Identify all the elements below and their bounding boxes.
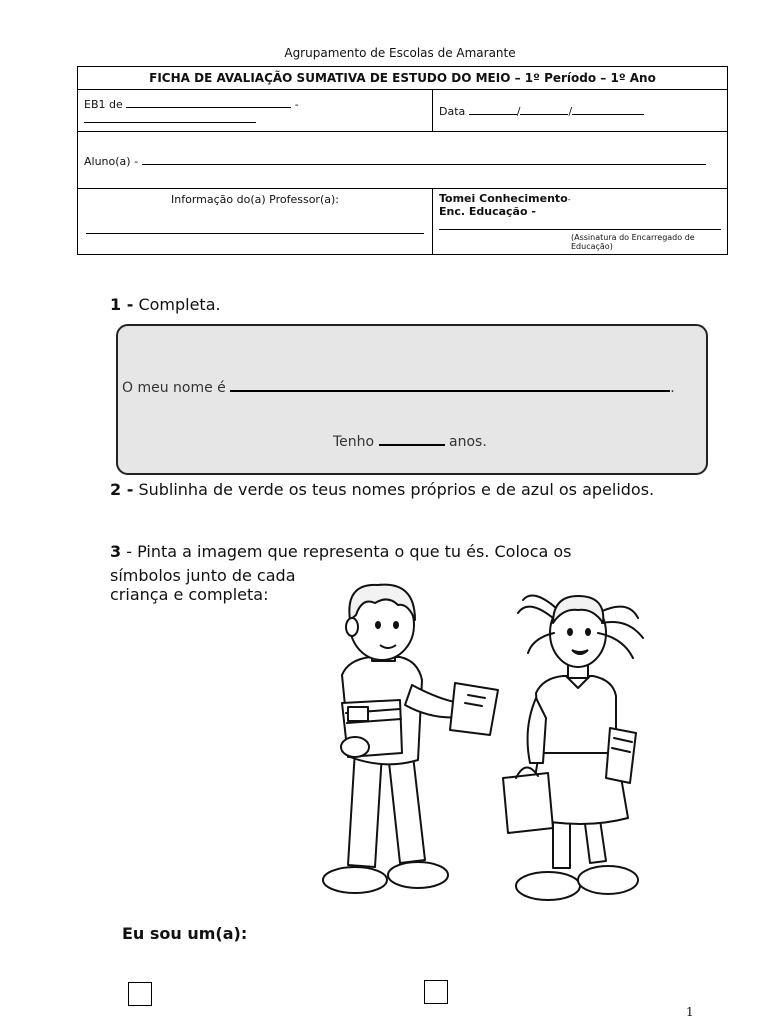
teacher-info-line[interactable] [86, 233, 424, 234]
eb1-cell [78, 90, 433, 132]
date-day-line[interactable] [469, 103, 517, 115]
aluno-line[interactable] [142, 153, 706, 165]
aluno-label: Aluno(a) - [84, 154, 139, 168]
page-number: 1 [686, 1005, 694, 1019]
header-table [77, 66, 728, 255]
teacher-info-cell [78, 189, 433, 255]
question-3-rest: símbolos junto de cada criança e completa: [110, 566, 296, 604]
age-suffix: anos. [449, 434, 487, 450]
question-1-box [116, 324, 708, 475]
eb1-line[interactable] [126, 96, 291, 108]
checkbox-girl[interactable] [424, 980, 448, 1004]
teacher-info-label: Informação do(a) Professor(a): [171, 193, 339, 206]
eu-sou-label: Eu sou um(a): [122, 924, 248, 943]
name-blank[interactable] [230, 378, 670, 392]
boy-illustration[interactable] [300, 575, 510, 900]
enc-educacao-label: Enc. Educação - [439, 205, 536, 218]
form-title: FICHA DE AVALIAÇÃO SUMATIVA DE ESTUDO DO MEIO – 1º Período – 1º Ano [78, 67, 728, 90]
age-blank[interactable] [379, 432, 445, 446]
question-2: 2 - Sublinha de verde os teus nomes próprios e de azul os apelidos. [110, 480, 655, 499]
age-line-row [333, 432, 487, 450]
date-cell: Data / / [433, 90, 728, 132]
eb1-line-2[interactable] [84, 111, 256, 123]
aluno-cell [78, 132, 728, 189]
checkbox-boy[interactable] [128, 982, 152, 1006]
date-year-line[interactable] [572, 103, 644, 115]
date-label: Data [439, 105, 466, 118]
eb1-dash: - [294, 97, 299, 111]
signature-caption: (Assinatura do Encarregado de Educação) [571, 233, 695, 251]
name-prefix: O meu nome é [122, 380, 226, 396]
eb1-label: EB1 de [84, 97, 123, 111]
girl-illustration[interactable] [498, 578, 658, 913]
question-3-line1: 3 - Pinta a imagem que representa o que tu és. Coloca os [110, 542, 572, 561]
enc-educacao-row [439, 205, 721, 233]
signature-line[interactable] [439, 218, 721, 230]
name-line-row: O meu nome é . [122, 380, 675, 396]
age-prefix: Tenho [333, 434, 375, 450]
question-1-title: 1 - Completa. [110, 295, 221, 314]
date-month-line[interactable] [520, 103, 568, 115]
school-name: Agrupamento de Escolas de Amarante [284, 46, 516, 60]
guardian-cell [433, 189, 728, 255]
tomei-conhecimento: Tomei Conhecimento- [439, 192, 571, 205]
